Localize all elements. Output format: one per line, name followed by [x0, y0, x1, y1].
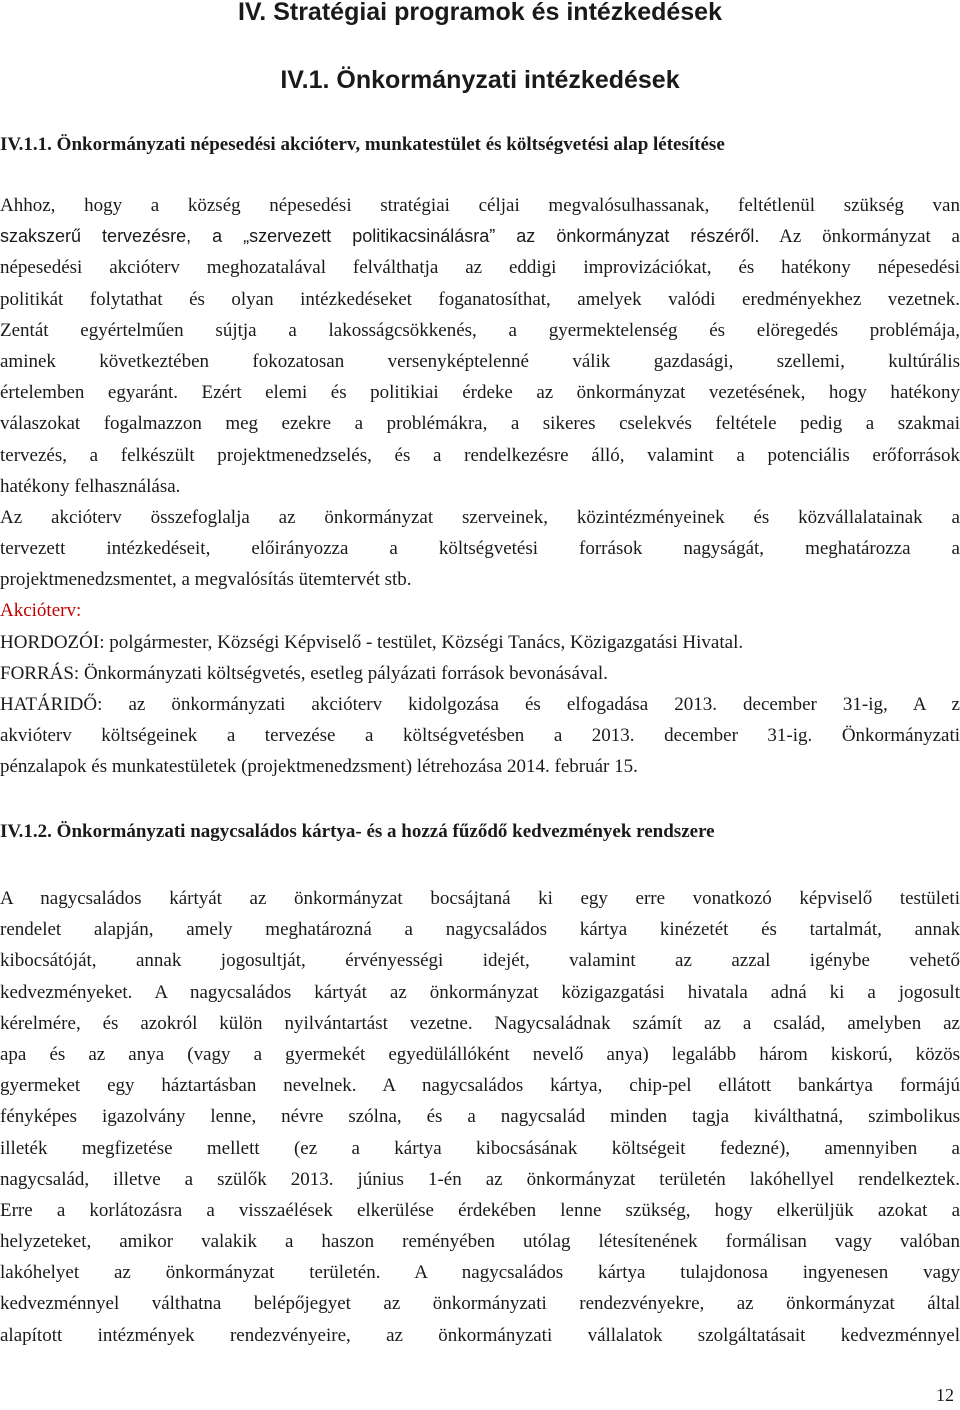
body-line: kibocsátóját, annak jogosultját, érvényességi idejét, valamint az azzal igénybe vehető [0, 950, 960, 972]
subsection-heading-2: IV.1.2. Önkormányzati nagycsaládos kártya- és a hozzá fűződő kedvezmények rendszere [0, 821, 715, 842]
body-line: tervezett intézkedéseit, előirányozza a költségvetési források nagyságát, meghatározza a [0, 538, 960, 560]
hordozoi-line: HORDOZÓI: polgármester, Községi Képviselő - testület, Községi Tanács, Közigazgatási Hivatal. [0, 631, 744, 653]
body-line: fényképes igazolvány lenne, névre szólna, és a nagycsalád minden tagja kiválthatná, szimbolikus [0, 1106, 960, 1128]
hatarido-line: pénzalapok és munkatestületek (projektmenedzsment) létrehozása 2014. február 15. [0, 756, 638, 778]
body-line: Zentát egyértelműen sújtja a lakosságcsökkenés, a gyermektelenség és elöregedés problémája, [0, 319, 960, 341]
section-heading: IV.1. Önkormányzati intézkedések [280, 66, 680, 94]
section1-body [0, 190, 960, 783]
body-text: Ezért elemi és politikiai érdeke az önkormányzat vezetésének, hogy hatékony [178, 382, 960, 404]
body-line: helyzeteket, amikor valakik a haszon reményében utólag létesítenének formálisan vagy valóban [0, 1231, 960, 1253]
body-line: válaszokat fogalmazzon meg ezekre a problémákra, a sikeres cselekvés feltétele pedig a szakmai [0, 413, 960, 435]
body-line: hatékony felhasználása. [0, 475, 181, 497]
body-line: nagycsalád, illetve a szülők 2013. június 1-én az önkormányzat területén lakóhellyel rendelkeztek. [0, 1168, 960, 1190]
body-line: kedvezménnyel válthatna belépőjegyet az önkormányzati rendezvényekre, az önkormányzat által [0, 1293, 960, 1315]
body-line: A nagycsaládos kártyát az önkormányzat bocsájtaná ki egy erre vonatkozó képviselő testületi [0, 888, 960, 909]
forras-line: FORRÁS: Önkormányzati költségvetés, esetleg pályázati források bevonásával. [0, 662, 608, 684]
body-line: projektmenedzsmentet, a megvalósítás ütemtervét stb. [0, 569, 412, 591]
body-line [0, 221, 960, 252]
body-line: Az akcióterv összefoglalja az önkormányzat szerveinek, közintézményeinek és közvállalatainak a [0, 506, 960, 528]
body-line: népesedési akcióterv meghozatalával felválthatja az eddigi improvizációkat, és hatékony népesedési [0, 257, 960, 279]
body-line: apa és az anya (vagy a gyermekét egyedülállóként nevelő anya) legalább három kiskorú, közös [0, 1043, 960, 1065]
body-line: Erre a korlátozásra a visszaélések elkerülése érdekében lenne szükség, hogy elkerüljük azokat a [0, 1199, 960, 1221]
body-line: kedvezményeket. A nagycsaládos kártyát az önkormányzat közigazgatási hivatala adná ki a jogosult [0, 981, 960, 1003]
hatarido-line: akvióterv költségeinek a tervezése a költségvetésben a 2013. december 31-ig. Önkormányzati [0, 725, 960, 747]
akcioterv-label: Akcióterv: [0, 600, 82, 622]
body-line: alapított intézmények rendezvényeire, az önkormányzati vállalatok szolgáltatásait kedvezménnyel [0, 1324, 960, 1346]
body-line: Ahhoz, hogy a község népesedési stratégiai céljai megvalósulhassanak, feltétlenül szükség van [0, 195, 960, 216]
hatarido-line: HATÁRIDŐ: az önkormányzati akcióterv kidolgozása és elfogadása 2013. december 31-ig, A z [0, 694, 960, 715]
body-text: értelemben egyaránt. [0, 382, 179, 404]
body-line: politikát folytathat és olyan intézkedéseket foganatosíthat, amelyek valódi eredményekhez vezetnek. [0, 288, 960, 310]
chapter-heading: IV. Stratégiai programok és intézkedések [237, 0, 722, 26]
body-text-sans: szakszerű tervezésre, a „szervezett politikacsinálásra” az önkormányzat részéről. [0, 226, 760, 247]
section2-body [0, 883, 960, 1351]
body-text: Az önkormányzat a [759, 226, 960, 248]
body-line: gyermeket egy háztartásban nevelnek. A nagycsaládos kártya, chip-pel ellátott bankártya formájú [0, 1075, 960, 1097]
body-line: lakóhelyet az önkormányzat területén. A nagycsaládos kártya tulajdonosa ingyenesen vagy [0, 1262, 960, 1284]
body-line: aminek következtében fokozatosan versenyképtelenné válik gazdasági, szellemi, kultúrális [0, 350, 960, 372]
body-line: rendelet alapján, amely meghatározná a nagycsaládos kártya kinézetét és tartalmát, annak [0, 919, 960, 941]
page-number: 12 [936, 1385, 954, 1405]
body-line: tervezés, a felkészült projektmenedzselés, és a rendelkezésre álló, valamint a potenciális erőforrások [0, 444, 960, 466]
body-line: illeték megfizetése mellett (ez a kártya kibocsásának költségeit fedezné), amennyiben a [0, 1137, 960, 1159]
subsection-heading-1: IV.1.1. Önkormányzati népesedési akcióterv, munkatestület és költségvetési alap létesítése [0, 134, 725, 155]
body-line: kérelmére, és azokról külön nyilvántartást vezetne. Nagycsaládnak számít az a család, amelyben az [0, 1012, 960, 1034]
body-line [0, 377, 960, 408]
